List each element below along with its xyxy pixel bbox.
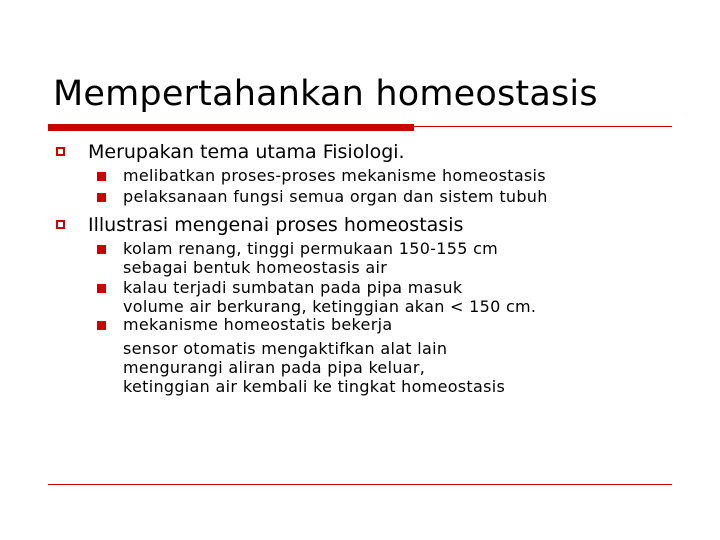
sub-bullet-text: sebagai bentuk homeostasis air [123, 258, 388, 277]
sub-bullet-square-icon [97, 193, 106, 202]
sub-bullet-text: ketinggian air kembali ke tingkat homeostasis [123, 377, 506, 396]
slide-title: Mempertahankan homeostasis [53, 74, 598, 114]
bullet-square-outline-icon [56, 147, 65, 156]
sub-bullet-square-icon [97, 321, 106, 330]
sub-bullet-square-icon [97, 284, 106, 293]
sub-bullet-square-icon [97, 245, 106, 254]
title-underline-thick [48, 124, 414, 131]
bullet-square-outline-icon [56, 220, 65, 229]
sub-bullet-text: mekanisme homeostatis bekerja [123, 315, 393, 334]
bullet-text: Illustrasi mengenai proses homeostasis [88, 214, 464, 236]
sub-bullet-text: mengurangi aliran pada pipa keluar, [123, 358, 426, 377]
sub-bullet-text: kolam renang, tinggi permukaan 150-155 cm [123, 239, 499, 258]
footer-divider [48, 484, 672, 485]
sub-bullet-text: melibatkan proses-proses mekanisme homeostasis [123, 166, 546, 185]
sub-bullet-text: pelaksanaan fungsi semua organ dan sistem tubuh [123, 187, 548, 206]
sub-bullet-text: sensor otomatis mengaktifkan alat lain [123, 339, 448, 358]
sub-bullet-text: volume air berkurang, ketinggian akan < 150 cm. [123, 297, 537, 316]
sub-bullet-text: kalau terjadi sumbatan pada pipa masuk [123, 278, 463, 297]
title-underline-thin [414, 126, 672, 127]
sub-bullet-square-icon [97, 172, 106, 181]
bullet-text: Merupakan tema utama Fisiologi. [88, 141, 405, 163]
